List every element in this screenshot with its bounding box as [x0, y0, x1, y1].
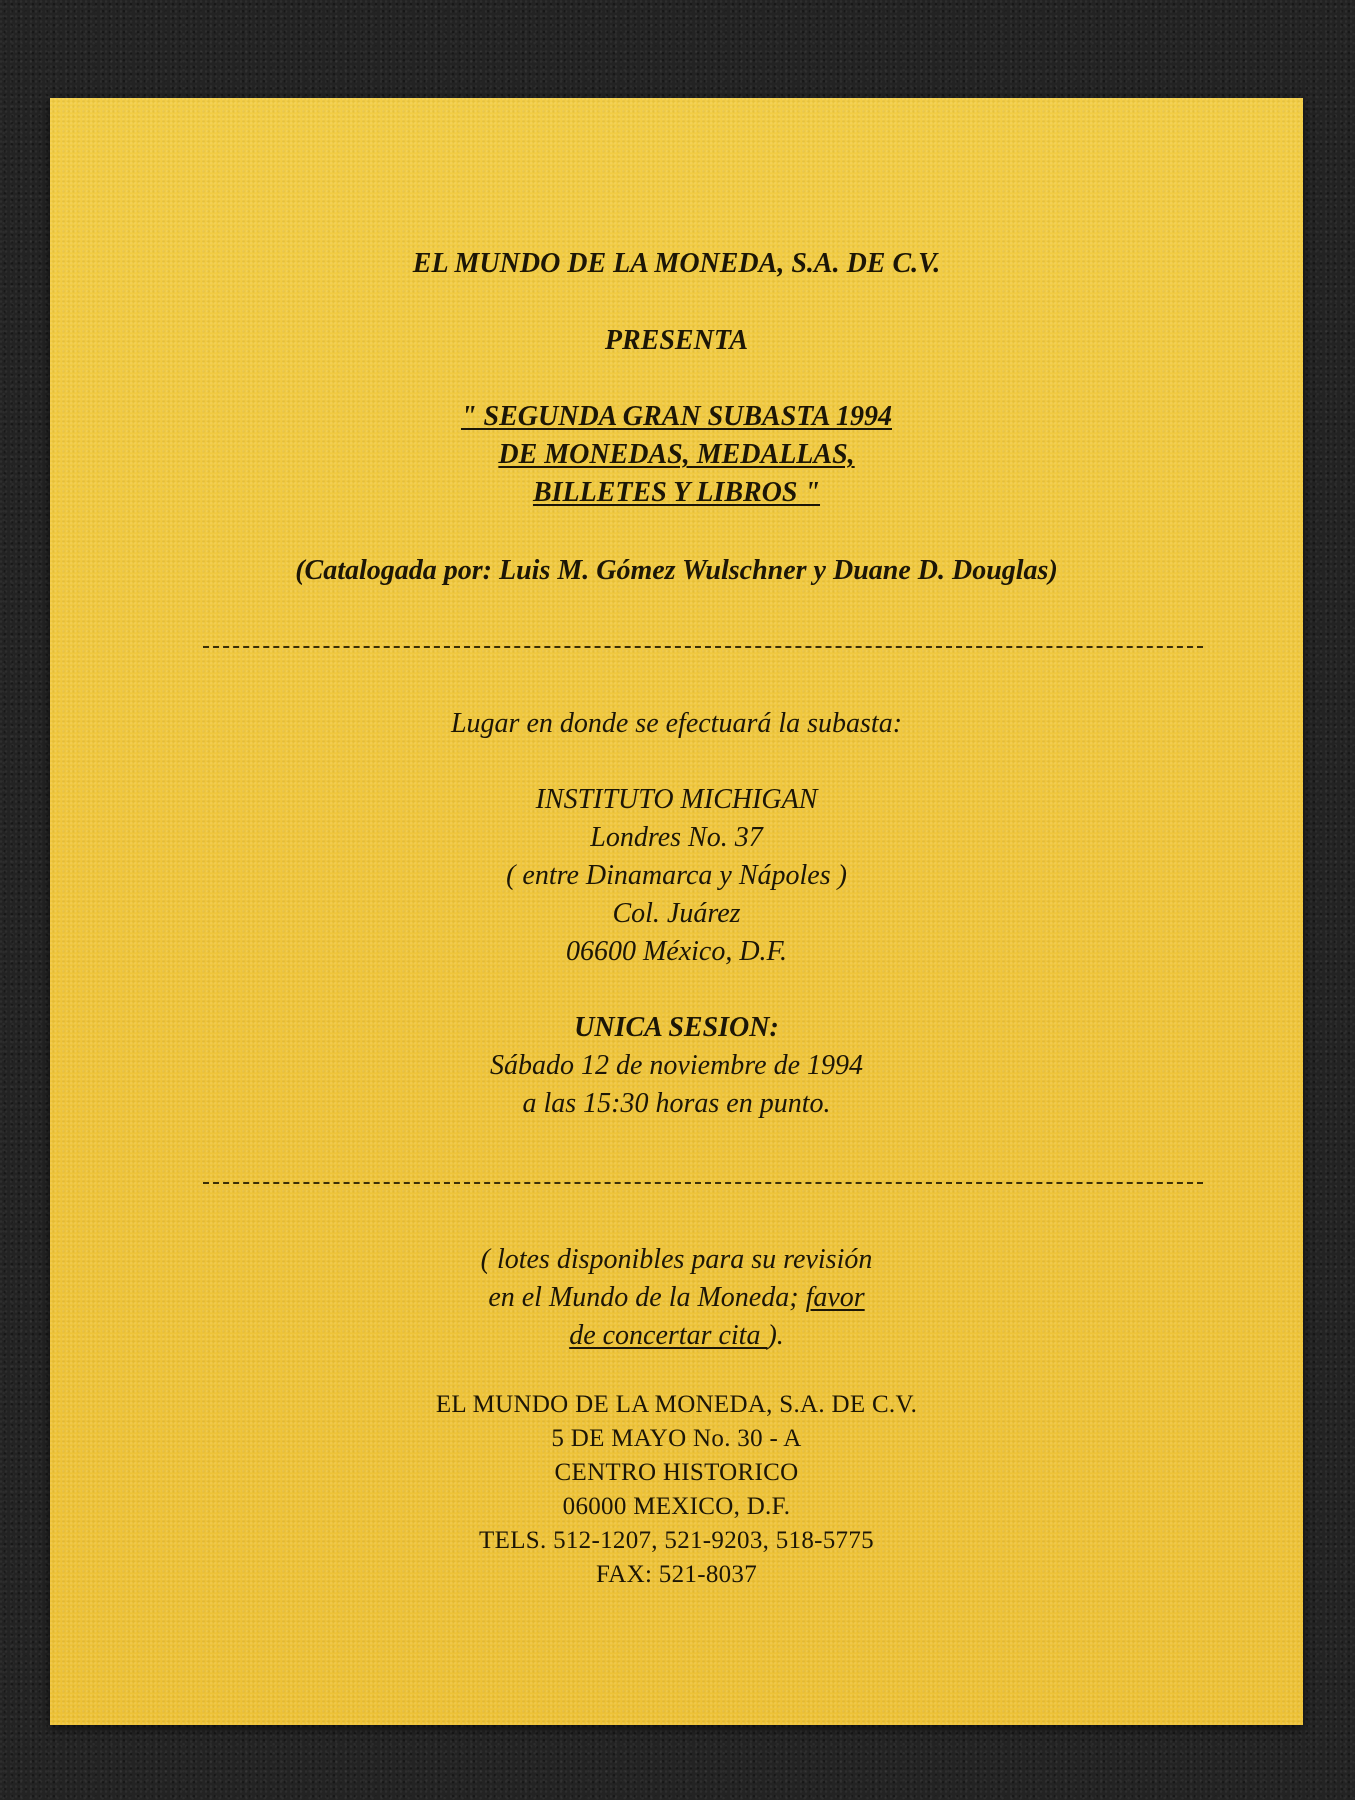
contact-city: 06000 MEXICO, D.F. — [562, 1493, 791, 1520]
auction-flyer — [50, 98, 1303, 1725]
venue-city: 06600 México, D.F. — [565, 936, 788, 967]
cataloged-by: (Catalogada por: Luis M. Gómez Wulschner y Duane D. Douglas) — [295, 555, 1058, 586]
lots-note-line-1: ( lotes disponibles para su revisión — [480, 1244, 873, 1275]
lots-note-underlined-cita: de concertar cita — [569, 1320, 768, 1351]
contact-district: CENTRO HISTORICO — [554, 1459, 799, 1486]
session-date: Sábado 12 de noviembre de 1994 — [490, 1050, 863, 1081]
lots-note-line-2 — [50, 1284, 1303, 1312]
contact-street: 5 DE MAYO No. 30 - A — [551, 1425, 802, 1452]
lots-note-line-3 — [50, 1322, 1303, 1350]
lots-note-underlined-favor: favor — [805, 1282, 865, 1313]
contact-phones: TELS. 512-1207, 521-9203, 518-5775 — [479, 1527, 874, 1554]
presenta-label: PRESENTA — [604, 325, 749, 356]
contact-fax: FAX: 521-8037 — [595, 1561, 758, 1588]
venue-intro: Lugar en donde se efectuará la subasta: — [450, 708, 903, 739]
lots-note-line-2-text: en el Mundo de la Moneda; — [488, 1282, 806, 1313]
venue-street: Londres No. 37 — [590, 822, 763, 853]
auction-title-line-2: DE MONEDAS, MEDALLAS, — [498, 439, 855, 470]
venue-colonia: Col. Juárez — [612, 898, 741, 929]
contact-company: EL MUNDO DE LA MONEDA, S.A. DE C.V. — [435, 1391, 918, 1418]
divider-top — [203, 646, 1203, 648]
venue-between: ( entre Dinamarca y Nápoles ) — [506, 860, 847, 891]
venue-name: INSTITUTO MICHIGAN — [535, 784, 818, 815]
divider-bottom — [203, 1182, 1203, 1184]
auction-title-line-1: " SEGUNDA GRAN SUBASTA 1994 — [460, 401, 892, 432]
auction-title-line-3: BILLETES Y LIBROS " — [532, 477, 821, 508]
lots-note-line-3-end: ). — [767, 1320, 784, 1351]
session-heading: UNICA SESION: — [574, 1012, 779, 1043]
session-time: a las 15:30 horas en punto. — [522, 1088, 831, 1119]
company-heading: EL MUNDO DE LA MONEDA, S.A. DE C.V. — [412, 248, 941, 279]
